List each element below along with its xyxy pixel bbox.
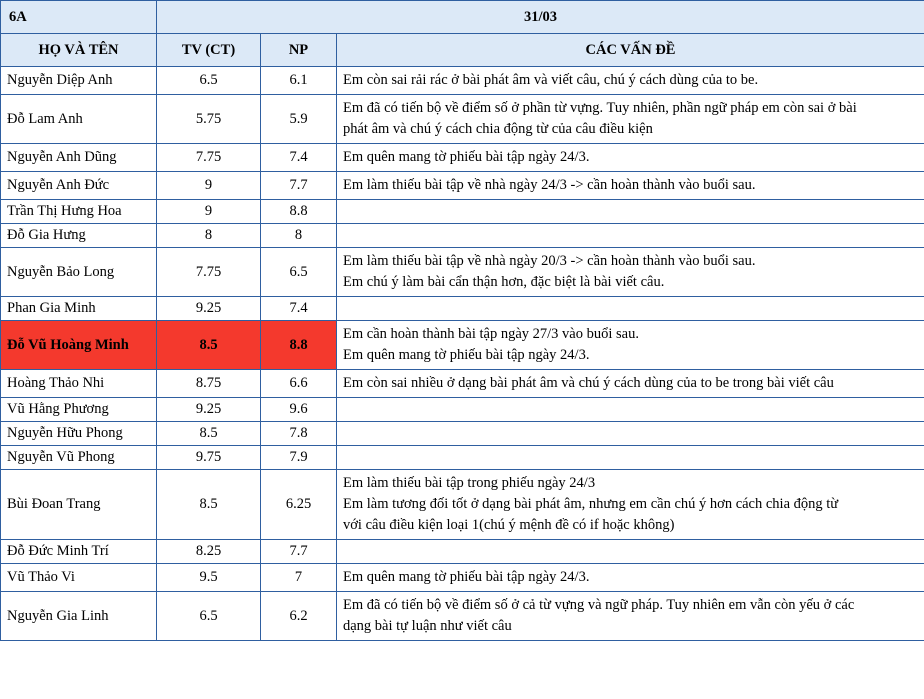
table-row (1, 398, 924, 422)
score-np: 6.25 (261, 470, 337, 540)
notes-line: với câu điều kiện loại 1(chú ý mệnh đề có if hoặc không) (343, 517, 675, 534)
student-name: Vũ Hằng Phương (1, 398, 157, 422)
notes-cell (337, 592, 924, 641)
student-name: Vũ Thảo Vi (1, 564, 157, 592)
table-row (1, 144, 924, 172)
table-row (1, 592, 924, 641)
table-body (1, 1, 924, 641)
score-tv: 9 (157, 200, 261, 224)
score-tv: 8.5 (157, 422, 261, 446)
student-name: Nguyễn Vũ Phong (1, 446, 157, 470)
score-tv: 8 (157, 224, 261, 248)
notes-cell (337, 67, 924, 95)
table-row (1, 370, 924, 398)
column-header-np: NP (261, 34, 337, 67)
score-tv: 8.25 (157, 540, 261, 564)
column-header-name: HỌ VÀ TÊN (1, 34, 157, 67)
table-row (1, 224, 924, 248)
notes-line: Em đã có tiến bộ về điểm số ở phần từ vựng. Tuy nhiên, phần ngữ pháp em còn sai ở bài (343, 100, 857, 117)
score-tv: 9.75 (157, 446, 261, 470)
notes-line: Em quên mang tờ phiếu bài tập ngày 24/3. (343, 569, 590, 586)
student-name: Nguyễn Anh Đức (1, 172, 157, 200)
table-row (1, 172, 924, 200)
table-row (1, 200, 924, 224)
notes-line: Em làm tương đối tốt ở dạng bài phát âm, nhưng em cần chú ý hơn cách chia động từ (343, 496, 839, 513)
score-np: 7.7 (261, 540, 337, 564)
student-name: Nguyễn Hữu Phong (1, 422, 157, 446)
table-row (1, 67, 924, 95)
student-name: Đỗ Lam Anh (1, 95, 157, 144)
date-label: 31/03 (157, 1, 924, 34)
score-tv: 9 (157, 172, 261, 200)
notes-line: dạng bài tự luận như viết câu (343, 618, 512, 635)
notes-cell (337, 200, 924, 224)
notes-cell (337, 446, 924, 470)
student-name: Đỗ Đức Minh Trí (1, 540, 157, 564)
score-tv: 9.5 (157, 564, 261, 592)
notes-line: Em đã có tiến bộ về điểm số ở cả từ vựng và ngữ pháp. Tuy nhiên em vẫn còn yếu ở các (343, 597, 855, 614)
table-header-row (1, 34, 924, 67)
notes-cell (337, 470, 924, 540)
column-header-notes: CÁC VẤN ĐỀ (337, 34, 924, 67)
notes-cell (337, 564, 924, 592)
score-np: 8 (261, 224, 337, 248)
table-row (1, 297, 924, 321)
class-label: 6A (1, 1, 157, 34)
score-np: 7.4 (261, 297, 337, 321)
score-np: 6.2 (261, 592, 337, 641)
notes-line: Em quên mang tờ phiếu bài tập ngày 24/3. (343, 347, 590, 364)
student-name: Trần Thị Hưng Hoa (1, 200, 157, 224)
score-np: 8.8 (261, 321, 337, 370)
student-name: Bùi Đoan Trang (1, 470, 157, 540)
student-name: Đỗ Gia Hưng (1, 224, 157, 248)
score-np: 8.8 (261, 200, 337, 224)
notes-cell (337, 321, 924, 370)
notes-line: phát âm và chú ý cách chia động từ của câu điều kiện (343, 121, 653, 138)
table-row (1, 248, 924, 297)
score-tv: 6.5 (157, 592, 261, 641)
notes-cell (337, 95, 924, 144)
table-title-row (1, 1, 924, 34)
notes-cell (337, 144, 924, 172)
table-row (1, 564, 924, 592)
score-np: 6.5 (261, 248, 337, 297)
notes-cell (337, 540, 924, 564)
score-tv: 9.25 (157, 398, 261, 422)
score-np: 7.8 (261, 422, 337, 446)
notes-line: Em quên mang tờ phiếu bài tập ngày 24/3. (343, 149, 590, 166)
score-np: 6.6 (261, 370, 337, 398)
student-name: Nguyễn Gia Linh (1, 592, 157, 641)
notes-line: Em làm thiếu bài tập về nhà ngày 20/3 -> cần hoàn thành vào buổi sau. (343, 253, 756, 270)
notes-cell (337, 224, 924, 248)
score-np: 7.4 (261, 144, 337, 172)
table-row (1, 321, 924, 370)
student-name: Nguyễn Anh Dũng (1, 144, 157, 172)
notes-cell (337, 297, 924, 321)
column-header-tv: TV (CT) (157, 34, 261, 67)
score-tv: 8.75 (157, 370, 261, 398)
notes-line: Em chú ý làm bài cẩn thận hơn, đặc biệt là bài viết câu. (343, 274, 665, 291)
notes-line: Em còn sai rải rác ở bài phát âm và viết câu, chú ý cách dùng của to be. (343, 72, 759, 88)
notes-cell (337, 370, 924, 398)
notes-cell (337, 398, 924, 422)
score-tv: 8.5 (157, 470, 261, 540)
table-row (1, 422, 924, 446)
score-tv: 7.75 (157, 144, 261, 172)
student-name: Hoàng Thảo Nhi (1, 370, 157, 398)
notes-line: Em còn sai nhiều ở dạng bài phát âm và chú ý cách dùng của to be trong bài viết câu (343, 375, 834, 392)
score-tv: 9.25 (157, 297, 261, 321)
student-name: Phan Gia Minh (1, 297, 157, 321)
score-tv: 8.5 (157, 321, 261, 370)
table-row (1, 540, 924, 564)
score-np: 9.6 (261, 398, 337, 422)
notes-cell (337, 248, 924, 297)
table-row (1, 95, 924, 144)
score-np: 6.1 (261, 67, 337, 95)
student-name: Nguyễn Bảo Long (1, 248, 157, 297)
table-row (1, 446, 924, 470)
score-np: 7 (261, 564, 337, 592)
score-np: 5.9 (261, 95, 337, 144)
student-name: Đỗ Vũ Hoàng Minh (1, 321, 157, 370)
notes-line: Em làm thiếu bài tập trong phiếu ngày 24/3 (343, 475, 596, 492)
notes-line: Em làm thiếu bài tập về nhà ngày 24/3 -> cần hoàn thành vào buổi sau. (343, 177, 756, 194)
score-np: 7.7 (261, 172, 337, 200)
table-row (1, 470, 924, 540)
score-tv: 5.75 (157, 95, 261, 144)
score-np: 7.9 (261, 446, 337, 470)
notes-cell (337, 422, 924, 446)
student-name: Nguyễn Diệp Anh (1, 67, 157, 95)
score-tv: 7.75 (157, 248, 261, 297)
notes-line: Em cần hoàn thành bài tập ngày 27/3 vào buổi sau. (343, 326, 639, 343)
score-tv: 6.5 (157, 67, 261, 95)
notes-cell (337, 172, 924, 200)
